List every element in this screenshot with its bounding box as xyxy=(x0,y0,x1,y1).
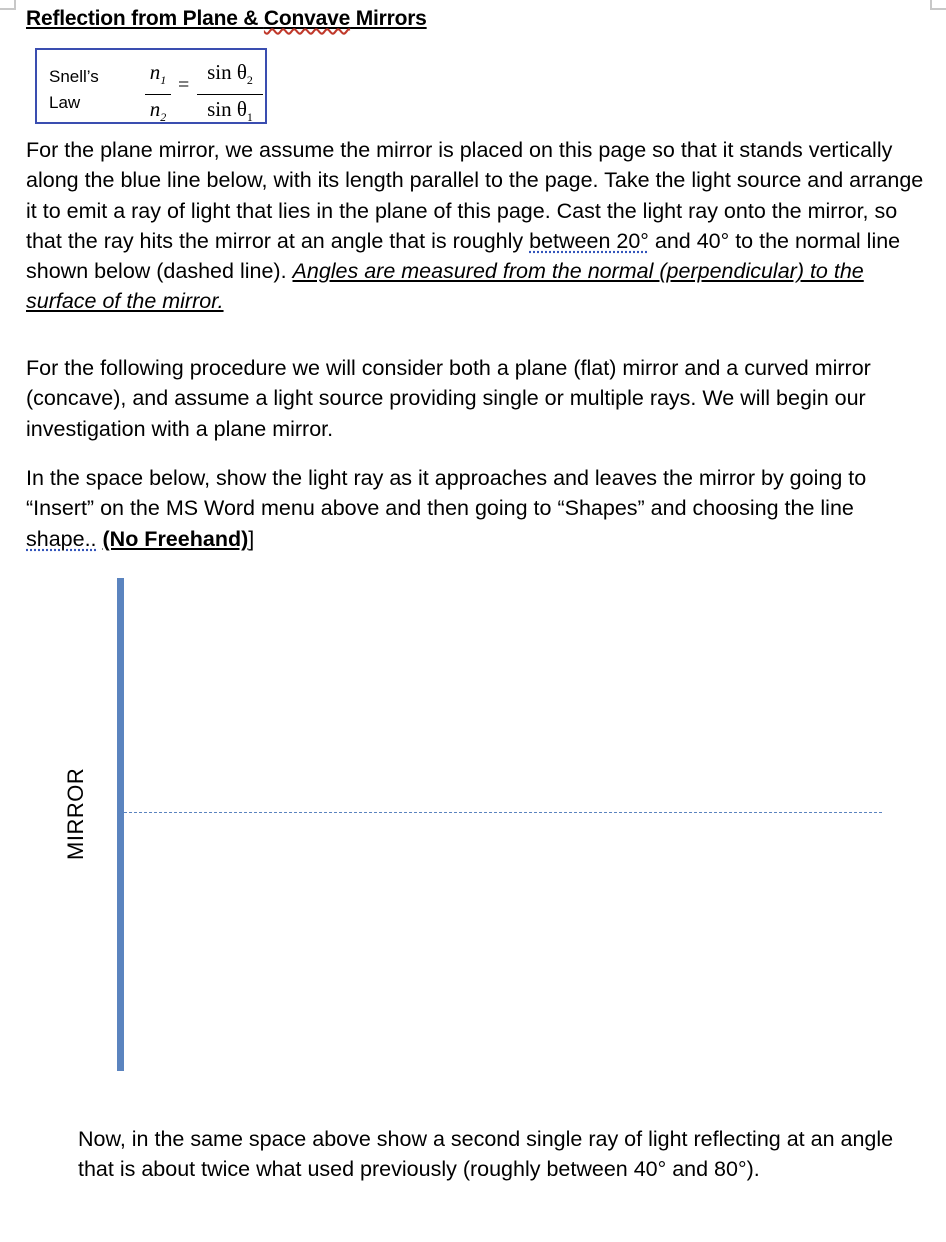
instructions-paragraph-2: For the following procedure we will consider both a plane (flat) mirror and a curved mirror (concave), and assume a light source providing single or multiple rays. We will begin our investigation with a plane mirror. xyxy=(26,356,871,441)
mirror-line xyxy=(117,578,124,1071)
normal-dashed-line xyxy=(124,812,882,813)
equals-sign: = xyxy=(178,74,190,96)
spellcheck-flagged-word: Convave xyxy=(263,7,351,30)
sine-ratio-fraction: $\sin \theta_2$ $\sin \theta_1$ xyxy=(197,59,263,130)
mirror-label: MIRROR xyxy=(63,767,88,860)
angle-measurement-note: Angles are measured from the normal (perpendicular) to the surface of the mirror. xyxy=(26,259,864,314)
page-corner-mark-right xyxy=(930,0,946,10)
page-corner-mark-left xyxy=(0,0,16,10)
no-freehand-note: (No Freehand) xyxy=(102,526,249,551)
instructions-paragraph-4: Now, in the same space above show a second single ray of light reflecting at an angle that is about twice what used previously (roughly between 40° and 80°). xyxy=(78,1127,894,1182)
underlined-angle-range: between 20° xyxy=(529,228,649,253)
page-title: Reflection from Plane & Convave Mirrors xyxy=(26,7,427,30)
index-ratio-fraction: $n_1$ $n_2$ xyxy=(145,59,171,130)
snells-law-label: Snell’s Law xyxy=(49,67,99,112)
instructions-paragraph-1: For the plane mirror, we assume the mirror is placed on this page so that it stands vertically along the blue line below, with its length parallel to the page. Take the light source and arrange it to emit a ray of light that lies in the plane of this page. Cast the light ray onto the mirror, so that the ray hits the mirror at an angle that is roughly between 20° and 40° to the normal line shown below (dashed line). Angles are measured from the normal (perpendicular) to the surface of the mirror. xyxy=(26,138,924,314)
snells-law-box xyxy=(35,48,267,124)
instructions-paragraph-3: In the space below, show the light ray as it approaches and leaves the mirror by going to “Insert” on the MS Word menu above and then going to “Shapes” and choosing the line shape.. (No Freehand)] xyxy=(26,466,867,551)
